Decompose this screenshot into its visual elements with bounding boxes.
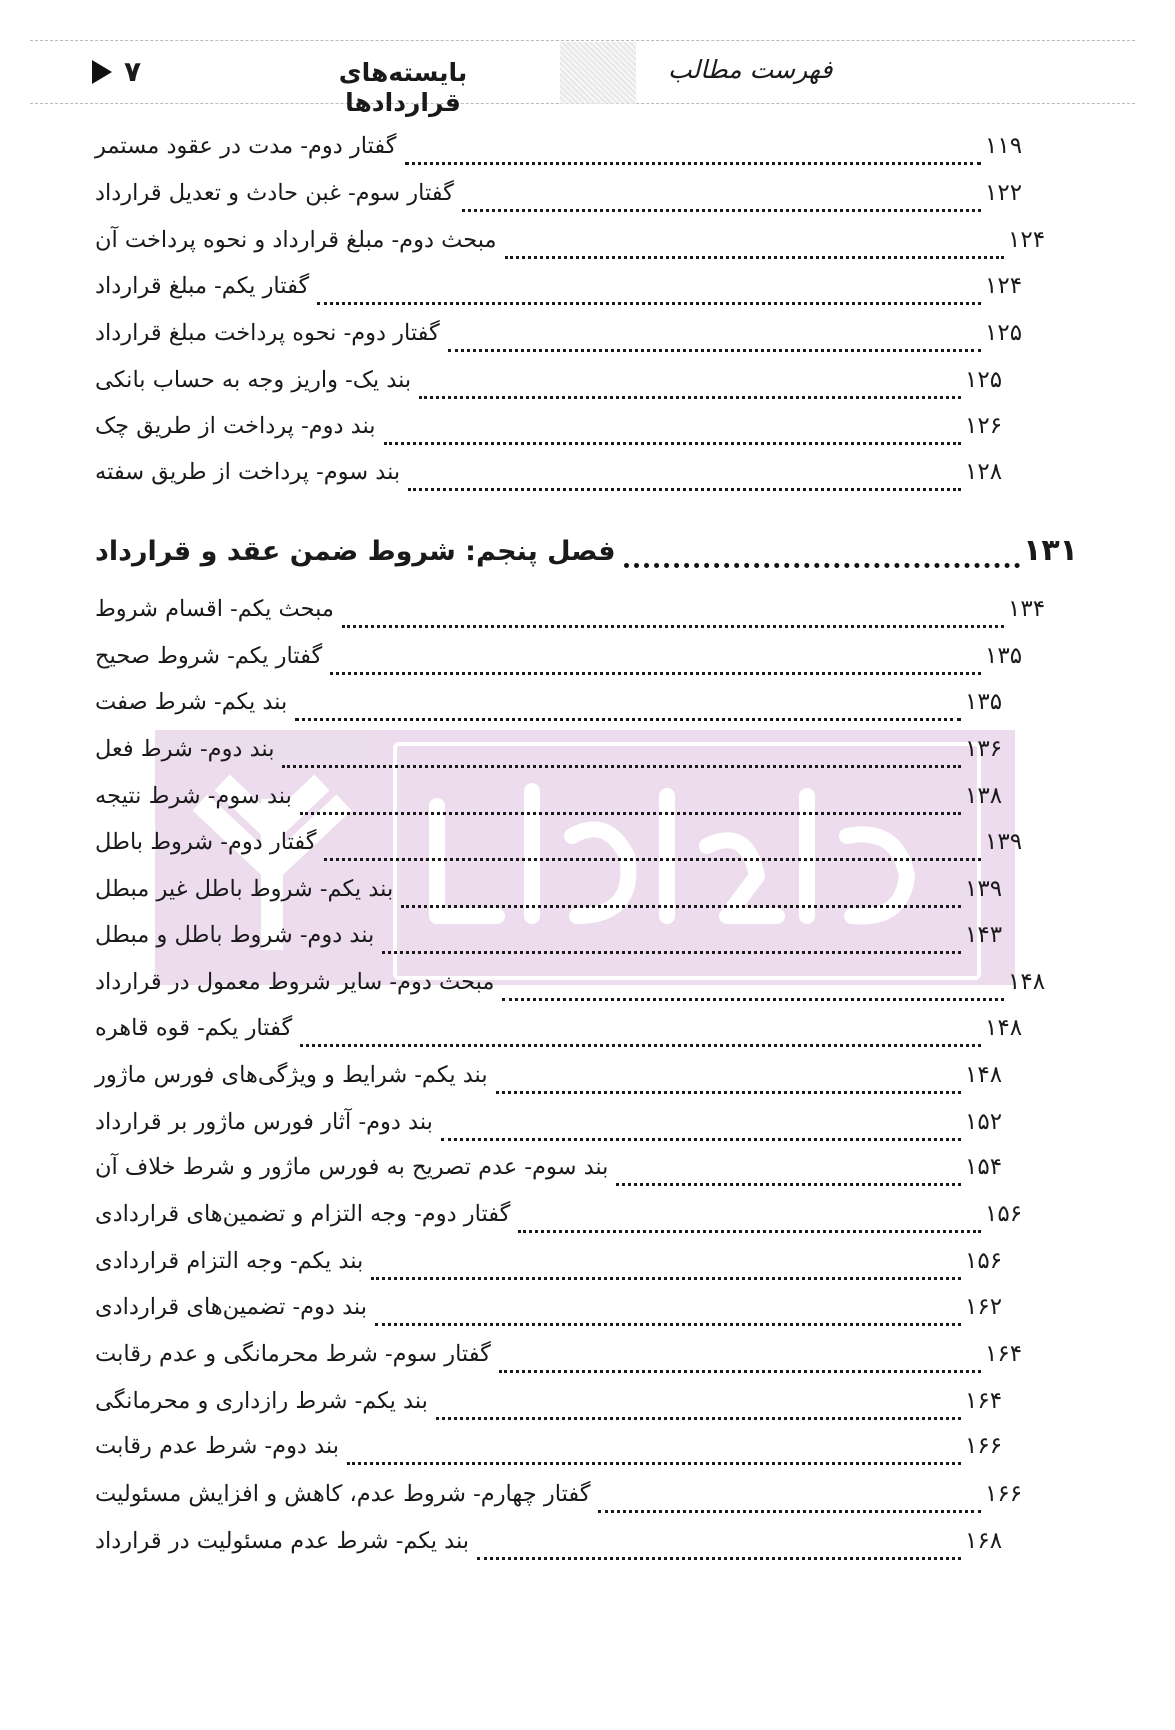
toc-entry-title: بند دوم- پرداخت از طریق چک [95,413,376,439]
toc-leader-dots [401,905,961,908]
toc-leader-dots [347,1462,961,1465]
toc-page-number: ۱۳۵ [965,689,1003,715]
toc-row [95,596,1058,636]
toc-entry-title: گفتار سوم- شرط محرمانگی و عدم رقابت [95,1341,491,1367]
toc-row [95,1388,1015,1428]
toc-page-number: ۱۳۴ [1008,596,1046,622]
toc-leader-dots [598,1510,981,1513]
toc-row [95,969,1058,1009]
toc-page-number: ۱۲۴ [1008,227,1046,253]
toc-leader-dots [382,951,961,954]
toc-entry-title: بند سوم- پرداخت از طریق سفته [95,459,401,485]
toc-page-number: ۱۴۸ [965,1062,1003,1088]
toc-row [95,1201,1035,1241]
toc-page-number: ۱۳۵ [985,643,1023,669]
toc-row [95,783,1015,823]
toc-entry-title: بند یکم- وجه التزام قراردادی [95,1248,364,1274]
toc-leader-dots [518,1230,981,1233]
toc-leader-dots [405,162,982,165]
toc-row [95,367,1015,407]
toc-page-number: ۱۶۲ [965,1294,1003,1320]
toc-row [95,320,1035,360]
toc-entry-title: فصل پنجم: شروط ضمن عقد و قرارداد [95,536,616,567]
toc-entry-title: گفتار یکم- قوه قاهره [95,1015,293,1041]
toc-row [95,829,1035,869]
toc-row [95,1528,1015,1568]
toc-page-number: ۱۱۹ [985,133,1023,159]
toc-page-number: ۱۳۸ [965,783,1003,809]
toc-page-number: ۱۴۸ [1008,969,1046,995]
toc-page-number: ۱۳۶ [965,736,1003,762]
toc-page-number: ۱۲۸ [965,459,1003,485]
toc-page-number: ۱۲۵ [965,367,1003,393]
toc-row [95,1481,1035,1521]
toc-leader-dots [324,858,981,861]
toc-leader-dots [317,302,981,305]
toc-page-number: ۱۵۶ [985,1201,1023,1227]
toc-row [95,1433,1015,1473]
toc-row [95,736,1015,776]
toc-leader-dots [477,1557,961,1560]
toc-row [95,876,1015,916]
toc-entry-title: بند دوم- شرط فعل [95,736,275,762]
toc-row [95,1015,1035,1055]
toc-entry-title: گفتار دوم- وجه التزام و تضمین‌های قراردادی [95,1201,511,1227]
toc-entry-title: بند یکم- شروط باطل غیر مبطل [95,876,394,902]
toc-entry-title: بند یکم- شرط عدم مسئولیت در قرارداد [95,1528,470,1554]
toc-page-number: ۱۴۳ [965,922,1003,948]
toc-leader-dots [282,765,961,768]
toc-leader-dots [436,1417,961,1420]
book-title: بایسته‌های قراردادها [338,58,468,117]
toc-row [95,922,1015,962]
toc-entry-title: بند سوم- عدم تصریح به فورس ماژور و شرط خلاف آن [95,1154,609,1180]
toc-page-number: ۱۶۸ [965,1528,1003,1554]
toc-page-number: ۱۲۲ [985,180,1023,206]
toc-page-number: ۱۲۵ [985,320,1023,346]
toc-page-number: ۱۲۶ [965,413,1003,439]
toc-leader-dots [295,718,961,721]
toc-entry-title: بند یک- واریز وجه به حساب بانکی [95,367,412,393]
toc-leader-dots [499,1370,981,1373]
toc-leader-dots [408,488,961,491]
toc-entry-title: گفتار دوم- مدت در عقود مستمر [95,133,397,159]
toc-leader-dots [496,1091,961,1094]
section-title: فهرست مطالب [668,55,833,84]
toc-row [95,180,1035,220]
toc-entry-title: بند دوم- شرط عدم رقابت [95,1433,339,1459]
toc-entry-title: گفتار سوم- غبن حادث و تعدیل قرارداد [95,180,454,206]
toc-page-number: ۱۳۱ [1023,533,1078,568]
toc-entry-title: مبحث یکم- اقسام شروط [95,596,334,622]
toc-page-number: ۱۶۶ [965,1433,1003,1459]
toc-entry-title: گفتار چهارم- شروط عدم، کاهش و افزایش مسئولیت [95,1481,591,1507]
toc-row [95,689,1015,729]
page-number: ۷ [124,55,142,88]
toc-entry-title: گفتار یکم- مبلغ قرارداد [95,273,310,299]
toc-leader-dots [441,1138,961,1141]
toc-entry-title: بند دوم- آثار فورس ماژور بر قرارداد [95,1109,433,1135]
toc-page-number: ۱۶۴ [965,1388,1003,1414]
toc-entry-title: گفتار دوم- شروط باطل [95,829,317,855]
toc-leader-dots [300,812,961,815]
toc-leader-dots [462,209,981,212]
toc-row [95,1109,1015,1149]
toc-chapter-row [95,533,1078,573]
toc-page-number: ۱۳۹ [965,876,1003,902]
toc-page-number: ۱۵۲ [965,1109,1003,1135]
toc-leader-dots [616,1183,961,1186]
toc-row [95,413,1015,453]
toc-page-number: ۱۲۴ [985,273,1023,299]
toc-entry-title: بند یکم- شرط رازداری و محرمانگی [95,1388,428,1414]
toc-leader-dots [300,1044,981,1047]
toc-page-number: ۱۴۸ [985,1015,1023,1041]
toc-row [95,643,1035,683]
toc-leader-dots [448,349,981,352]
toc-entry-title: بند یکم- شرط صفت [95,689,288,715]
toc-leader-dots [375,1323,961,1326]
toc-leader-dots [419,396,961,399]
toc-leader-dots [502,998,1004,1001]
toc-row [95,1154,1015,1194]
toc-entry-title: بند دوم- تضمین‌های قراردادی [95,1294,367,1320]
toc-page-number: ۱۵۶ [965,1248,1003,1274]
toc-page-number: ۱۳۹ [985,829,1023,855]
toc-entry-title: بند دوم- شروط باطل و مبطل [95,922,375,948]
toc-entry-title: گفتار دوم- نحوه پرداخت مبلغ قرارداد [95,320,440,346]
toc-leader-dots [342,625,1004,628]
toc-row [95,1248,1015,1288]
toc-row [95,273,1035,313]
toc-leader-dots [384,442,961,445]
toc-row [95,1341,1035,1381]
toc-entry-title: گفتار یکم- شروط صحیح [95,643,323,669]
toc-entry-title: مبحث دوم- مبلغ قرارداد و نحوه پرداخت آن [95,227,497,253]
toc-leader-dots [371,1277,961,1280]
toc-page-number: ۱۵۴ [965,1154,1003,1180]
toc-row [95,227,1058,267]
toc-row [95,133,1035,173]
toc-page-number: ۱۶۴ [985,1341,1023,1367]
toc-entry-title: مبحث دوم- سایر شروط معمول در قرارداد [95,969,495,995]
toc-entry-title: بند یکم- شرایط و ویژگی‌های فورس ماژور [95,1062,488,1088]
toc-leader-dots [505,256,1004,259]
toc-row [95,459,1015,499]
toc-row [95,1294,1015,1334]
toc-entry-title: بند سوم- شرط نتیجه [95,783,292,809]
toc-page-number: ۱۶۶ [985,1481,1023,1507]
toc-row [95,1062,1015,1102]
toc-leader-dots [624,563,1020,568]
toc-leader-dots [330,672,981,675]
